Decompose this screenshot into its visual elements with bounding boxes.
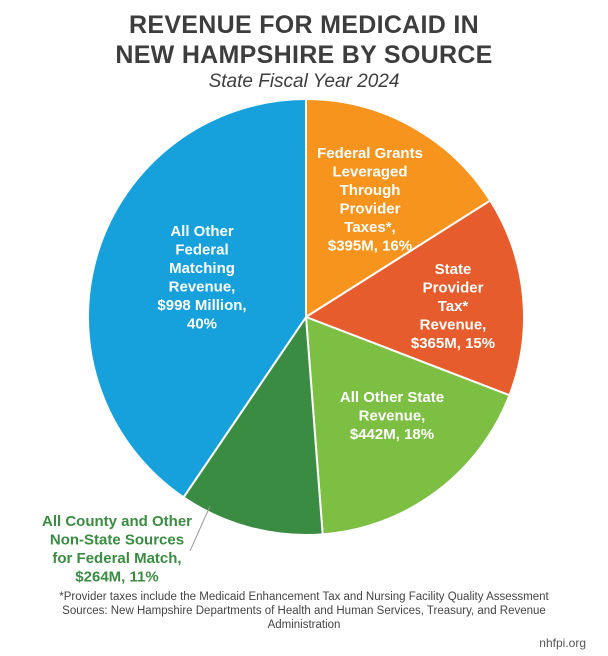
chart-title-line-1: REVENUE FOR MEDICAID IN [129, 11, 479, 39]
slice-label-4-line-3: for Federal Match, [52, 550, 182, 567]
slice-label-2-line-3: Tax* [437, 298, 469, 315]
footnote-sources-continued: Administration [267, 619, 341, 631]
slice-label-5-line-5: $998 Million, [157, 297, 247, 314]
slice-label-2-line-1: State [434, 261, 472, 278]
slice-label-5-line-1: All Other [170, 223, 234, 240]
footnote [0, 590, 608, 632]
slice-label-4-line-2: Non-State Sources [49, 531, 185, 549]
slice-label-1-line-1: Federal Grants [317, 145, 423, 162]
slice-label-5-line-2: Federal [175, 241, 229, 259]
slice-label-1-line-3: Through [339, 182, 401, 199]
slice-label-1-line-6: $395M, 16% [327, 237, 413, 255]
slice-label-2-line-4: Revenue, [419, 316, 487, 334]
leader-line-slice-4 [190, 506, 210, 551]
slice-label-2-line-2: Provider [422, 279, 484, 297]
chart-subtitle: State Fiscal Year 2024 [208, 71, 400, 92]
slice-label-1-line-2: Leveraged [332, 163, 408, 181]
slice-label-4-line-1: All County and Other [42, 513, 192, 530]
slice-label-2-line-5: $365M, 15% [410, 335, 496, 352]
slice-label-3-line-3: $442M, 18% [349, 426, 435, 443]
chart-title-line-2: NEW HAMPSHIRE BY SOURCE [115, 41, 493, 69]
footnote-provider-taxes: *Provider taxes include the Medicaid Enhancement Tax and Nursing Facility Quality Assessment [59, 591, 549, 603]
slice-label-4-line-4: $264M, 11% [75, 568, 159, 586]
slice-label-1-line-5: Taxes*, [344, 219, 396, 236]
footnote-sources: Sources: New Hampshire Departments of Health and Human Services, Treasury, and Revenue [62, 605, 546, 617]
brand-url: nhfpi.org [539, 636, 586, 650]
slice-label-4 [42, 513, 192, 586]
slice-label-3-line-1: All Other State [339, 389, 445, 406]
slice-label-5-line-3: Matching [169, 260, 235, 277]
slice-label-1-line-4: Provider [339, 200, 401, 218]
slice-label-3-line-2: Revenue, [358, 407, 426, 425]
slice-label-5-line-4: Revenue, [168, 278, 236, 296]
slice-label-5-line-6: 40% [186, 315, 218, 333]
